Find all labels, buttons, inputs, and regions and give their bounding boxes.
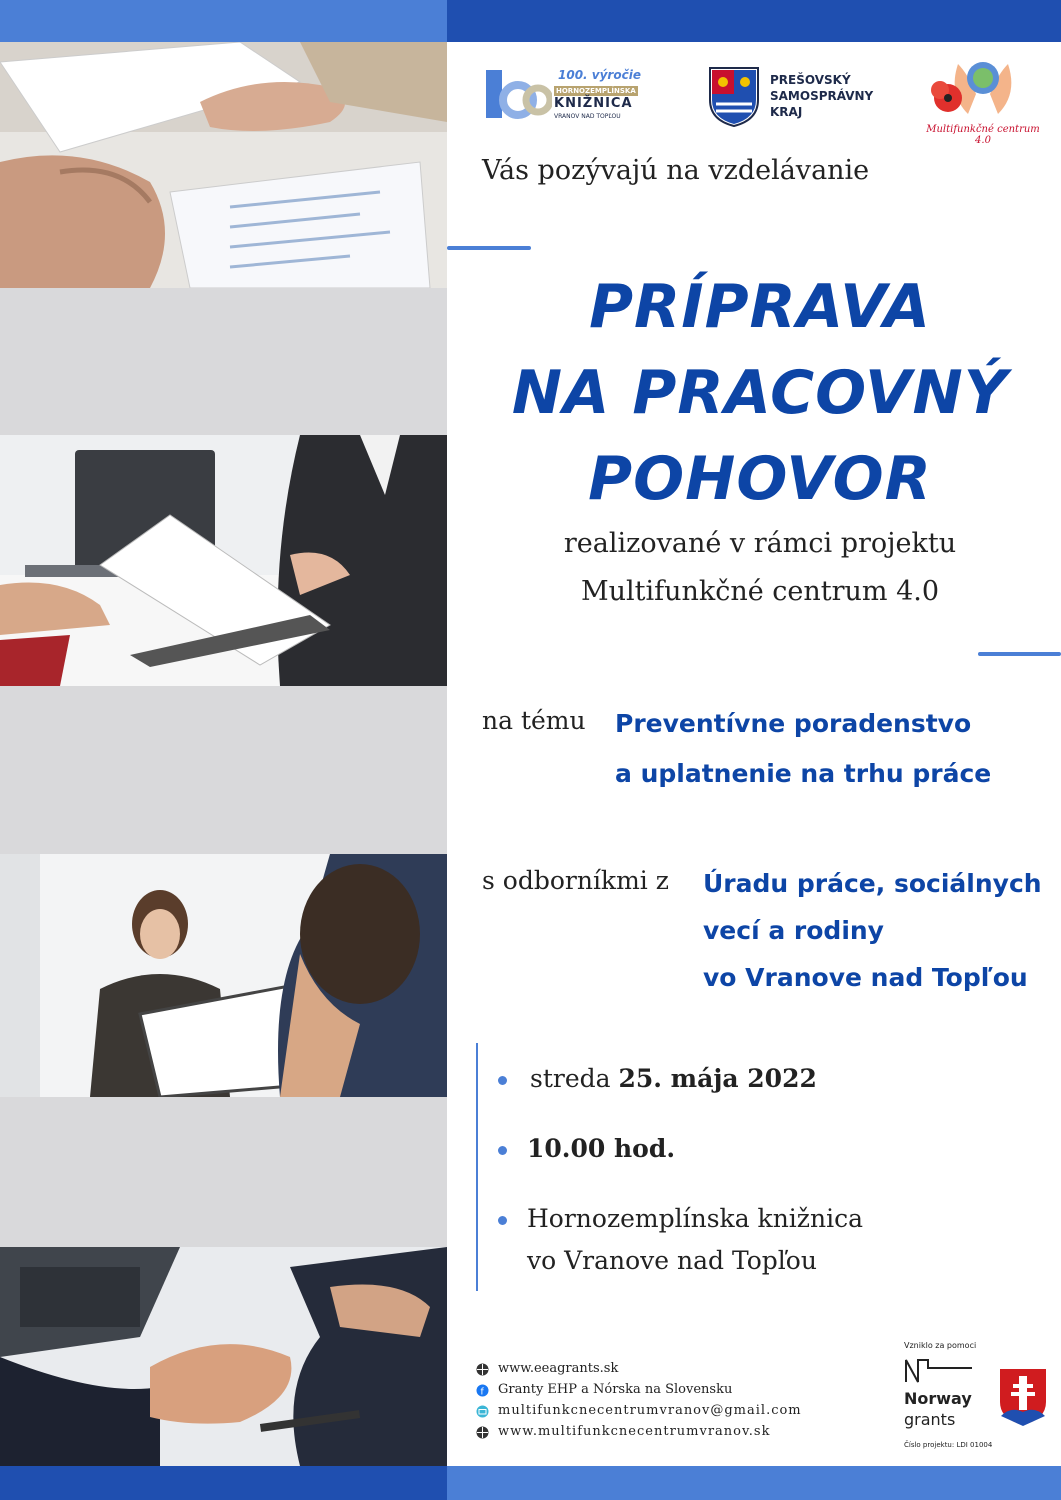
bullet-icon <box>498 1216 507 1225</box>
event-time: 10.00 hod. <box>527 1134 676 1163</box>
library-anniversary: 100. výročie <box>558 68 641 82</box>
gray-panel <box>0 1097 447 1247</box>
experts-line2: vecí a rodiny <box>703 916 884 945</box>
email-icon <box>476 1405 489 1418</box>
experts-lead: s odborníkmi z <box>482 866 669 895</box>
project-number: Číslo projektu: LDI 01004 <box>904 1441 993 1449</box>
web-icon <box>476 1363 489 1376</box>
bullet-icon <box>498 1146 507 1155</box>
contact-facebook[interactable]: Granty EHP a Nórska na Slovensku <box>498 1382 733 1397</box>
top-bar-left <box>0 0 447 42</box>
bullet-icon <box>498 1076 507 1085</box>
library-100-icon <box>482 62 552 122</box>
center-caption: Multifunkčné centrum 4.0 <box>926 124 1040 146</box>
hands-poppy-icon <box>928 54 1038 122</box>
title-line1: PRÍPRAVA <box>589 272 931 342</box>
subtitle-line2: Multifunkčné centrum 4.0 <box>580 576 940 607</box>
event-place-line2: vo Vranove nad Topľou <box>527 1246 817 1275</box>
accent-line <box>447 246 531 250</box>
norway-grants-icon <box>904 1356 974 1384</box>
region-line3: KRAJ <box>770 105 803 119</box>
top-bar-right <box>447 0 1061 42</box>
title-line3: POHOVOR <box>588 444 932 514</box>
library-logo <box>482 62 642 124</box>
center-logo <box>918 54 1048 146</box>
svg-text:f: f <box>480 1387 484 1397</box>
gray-panel <box>0 686 447 854</box>
event-date: streda 25. mája 2022 <box>530 1064 817 1093</box>
region-line2: SAMOSPRÁVNY <box>770 89 874 103</box>
contact-web[interactable]: www.eeagrants.sk <box>498 1361 619 1376</box>
event-place-line1: Hornozemplínska knižnica <box>527 1204 863 1233</box>
library-line2: KNIŽNICA <box>554 96 633 111</box>
gray-panel <box>0 288 447 435</box>
photo-handshake <box>0 1247 447 1466</box>
region-logo <box>708 66 888 130</box>
region-line1: PREŠOVSKÝ <box>770 73 851 87</box>
library-line1: HORNOZEMPLÍNSKA <box>556 87 636 95</box>
experts-line1: Úradu práce, sociálnych <box>703 869 1042 898</box>
topic-lead: na tému <box>482 706 586 735</box>
topic-line1: Preventívne poradenstvo <box>615 709 972 738</box>
web-icon <box>476 1426 489 1439</box>
slovak-coat-of-arms-icon <box>997 1366 1049 1428</box>
topic-line2: a uplatnenie na trhu práce <box>615 759 992 788</box>
title-line2: NA PRACOVNÝ <box>511 358 1009 428</box>
bottom-bar-right <box>447 1466 1061 1500</box>
accent-line <box>978 652 1061 656</box>
region-coat-of-arms-icon <box>708 66 760 128</box>
norway-support: Vzniklo za pomoci <box>904 1341 977 1350</box>
library-line3: VRANOV NAD TOPĽOU <box>554 113 621 120</box>
details-divider <box>476 1043 478 1291</box>
invitation-text: Vás pozývajú na vzdelávanie <box>482 155 870 186</box>
subtitle-line1: realizované v rámci projektu <box>563 528 957 559</box>
bottom-bar-left <box>0 1466 447 1500</box>
photo-interview-clipboard <box>0 854 447 1097</box>
contact-email[interactable]: multifunkcnecentrumvranov@gmail.com <box>498 1403 802 1418</box>
photo-resume-interview <box>0 42 447 288</box>
contact-website[interactable]: www.multifunkcnecentrumvranov.sk <box>498 1424 771 1439</box>
facebook-icon <box>476 1384 489 1397</box>
norway-grants-text: grants <box>904 1410 956 1429</box>
experts-line3: vo Vranove nad Topľou <box>703 963 1028 992</box>
photo-documents-laptop <box>0 435 447 686</box>
norway-brand: Norway <box>904 1389 972 1408</box>
